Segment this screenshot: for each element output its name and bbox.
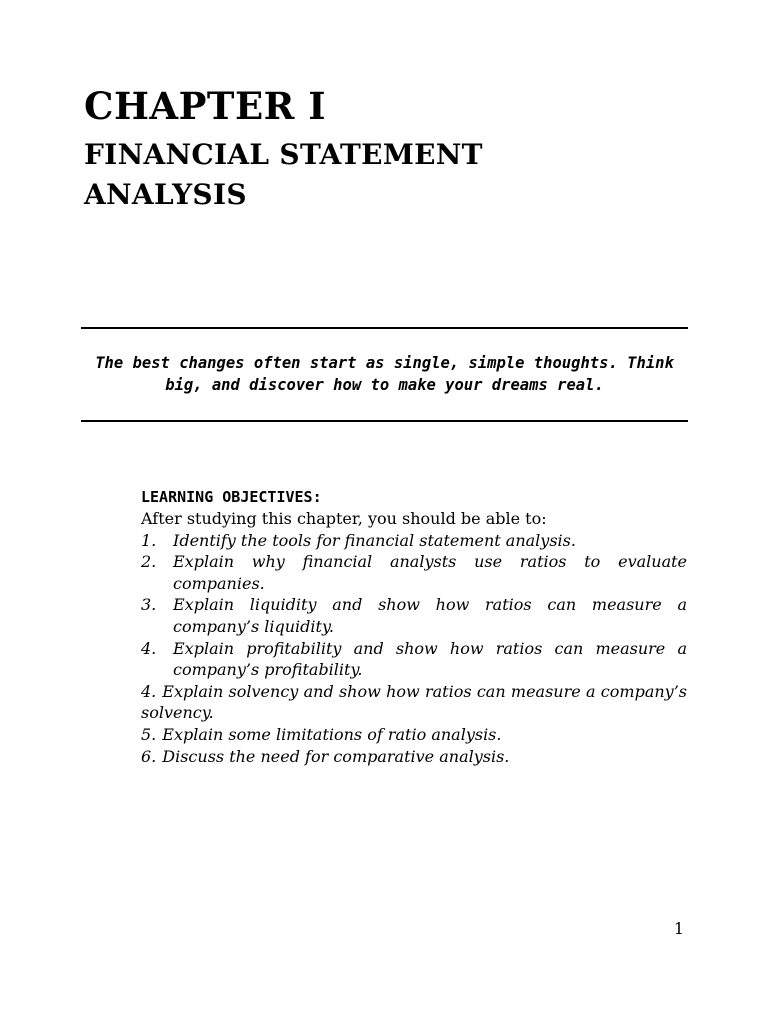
objective-number: 2.	[141, 552, 157, 572]
objective-item	[141, 551, 687, 594]
chapter-title: CHAPTER I	[84, 84, 327, 128]
objective-item	[141, 594, 687, 637]
objectives-intro: After studying this chapter, you should be able to:	[141, 509, 547, 528]
learning-objectives	[141, 486, 687, 767]
objective-text: Explain solvency and show how ratios can measure a company’s solvency.	[141, 681, 687, 723]
objective-text: Discuss the need for comparative analysis.	[162, 746, 510, 766]
objectives-heading: LEARNING OBJECTIVES:	[141, 488, 322, 506]
objective-number: 1.	[141, 530, 157, 550]
objective-text: Explain profitability and show how ratios can measure a company’s profitability.	[173, 638, 687, 680]
objective-text: Explain liquidity and show how ratios can measure a company’s liquidity.	[173, 595, 687, 636]
objective-number: 4.	[141, 638, 157, 658]
objective-number: 5.	[141, 724, 157, 744]
objective-text: Identify the tools for financial statement analysis.	[173, 530, 576, 550]
bottom-divider	[81, 420, 688, 422]
page-number: 1	[673, 919, 684, 938]
objective-text: Explain some limitations of ratio analysis.	[162, 724, 502, 744]
objective-item	[141, 724, 687, 746]
objectives-list	[141, 530, 687, 768]
chapter-subtitle: FINANCIAL STATEMENT ANALYSIS	[84, 138, 483, 211]
epigraph-quote: The best changes often start as single, simple thoughts. Think big, and discover how to make your dreams real.	[95, 354, 674, 394]
objective-item	[141, 746, 687, 768]
objective-number: 6.	[141, 746, 157, 766]
objective-item	[141, 681, 687, 724]
top-divider	[81, 327, 688, 329]
objective-item	[141, 638, 687, 681]
objective-number: 4.	[141, 681, 157, 701]
objective-text: Explain why financial analysts use ratios to evaluate companies.	[173, 552, 687, 593]
objective-item	[141, 530, 687, 552]
objective-number: 3.	[141, 595, 157, 615]
